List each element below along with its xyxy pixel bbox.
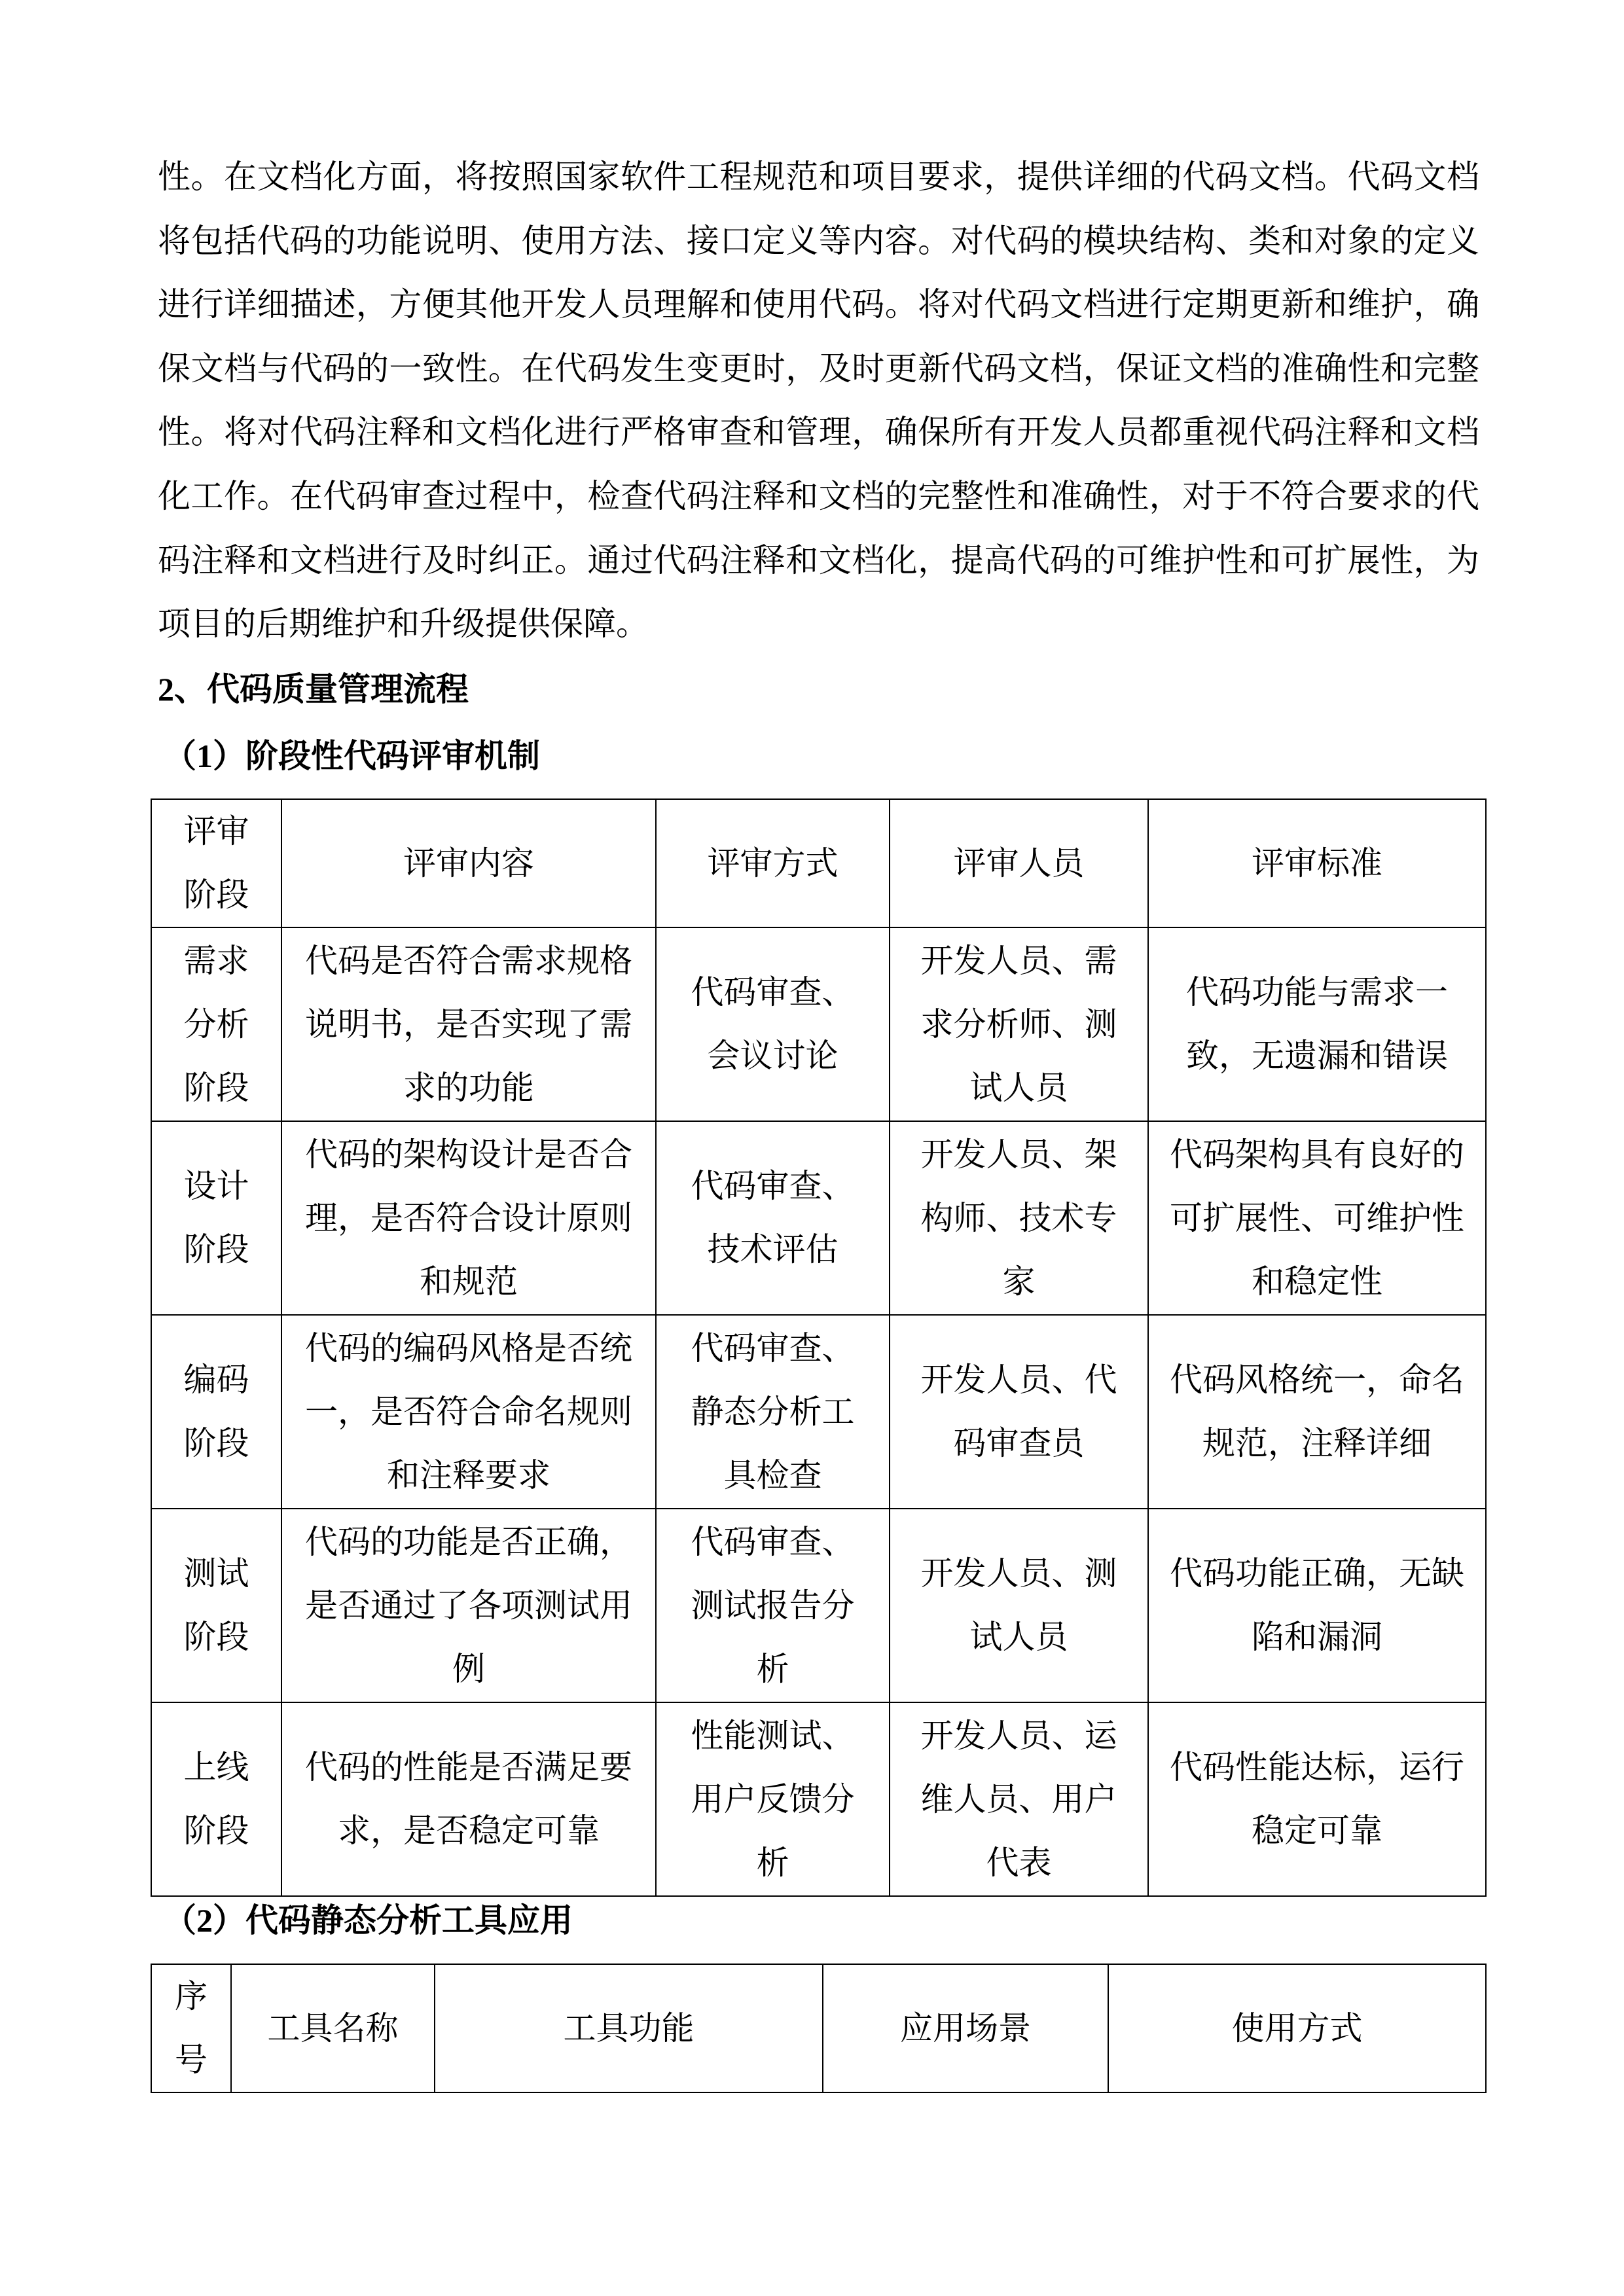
table-header-row [151, 1964, 1486, 2092]
table-cell: 上线阶段 [151, 1702, 281, 1896]
header-cell: 评审标准 [1148, 799, 1486, 927]
table-cell: 测试阶段 [151, 1509, 281, 1702]
paragraph-line: 性。将对代码注释和文档化进行严格审查和管理，确保所有开发人员都重视代码注释和文档 [158, 414, 1479, 451]
subsection-heading-review: （1）阶段性代码评审机制 [164, 738, 540, 774]
table-cell: 代码的编码风格是否统一，是否符合命名规则和注释要求 [281, 1315, 656, 1509]
paragraph-line: 项目的后期维护和升级提供保障。 [158, 605, 649, 643]
subsection-heading-tools: （2）代码静态分析工具应用 [164, 1902, 573, 1939]
table-cell: 代码审查、技术评估 [656, 1121, 890, 1315]
paragraph-line: 将包括代码的功能说明、使用方法、接口定义等内容。对代码的模块结构、类和对象的定义 [158, 222, 1479, 259]
paragraph-line: 性。在文档化方面，将按照国家软件工程规范和项目要求，提供详细的代码文档。代码文档 [158, 158, 1479, 195]
table-row [151, 1702, 1486, 1896]
header-cell: 应用场景 [823, 1964, 1108, 2092]
table-cell: 设计阶段 [151, 1121, 281, 1315]
table-cell: 开发人员、代码审查员 [890, 1315, 1148, 1509]
table-row [151, 1121, 1486, 1315]
table-cell: 代码架构具有良好的可扩展性、可维护性和稳定性 [1148, 1121, 1486, 1315]
table-row [151, 927, 1486, 1121]
header-cell: 使用方式 [1108, 1964, 1486, 2092]
table-cell: 代码风格统一，命名规范，注释详细 [1148, 1315, 1486, 1509]
table-cell: 编码阶段 [151, 1315, 281, 1509]
table-cell: 开发人员、架构师、技术专家 [890, 1121, 1148, 1315]
table-cell: 代码的性能是否满足要求，是否稳定可靠 [281, 1702, 656, 1896]
table-cell: 代码审查、会议讨论 [656, 927, 890, 1121]
header-cell: 工具功能 [435, 1964, 823, 2092]
table-cell: 需求分析阶段 [151, 927, 281, 1121]
paragraph-line: 码注释和文档进行及时纠正。通过代码注释和文档化，提高代码的可维护性和可扩展性，为 [158, 541, 1479, 579]
table-cell: 代码的功能是否正确，是否通过了各项测试用例 [281, 1509, 656, 1702]
table-cell: 代码审查、静态分析工具检查 [656, 1315, 890, 1509]
review-table [151, 798, 1487, 1897]
table-row [151, 1315, 1486, 1509]
table-cell: 开发人员、需求分析师、测试人员 [890, 927, 1148, 1121]
paragraph-line: 进行详细描述，方便其他开发人员理解和使用代码。将对代码文档进行定期更新和维护，确 [158, 286, 1479, 323]
table-cell: 代码功能正确，无缺陷和漏洞 [1148, 1509, 1486, 1702]
header-cell: 序号 [151, 1964, 231, 2092]
table-cell: 代码的架构设计是否合理，是否符合设计原则和规范 [281, 1121, 656, 1315]
paragraph-line: 化工作。在代码审查过程中，检查代码注释和文档的完整性和准确性，对于不符合要求的代 [158, 477, 1479, 514]
table-cell: 代码性能达标，运行稳定可靠 [1148, 1702, 1486, 1896]
body-paragraph [158, 145, 1479, 656]
table-cell: 代码审查、测试报告分析 [656, 1509, 890, 1702]
table-cell: 开发人员、运维人员、用户代表 [890, 1702, 1148, 1896]
header-cell: 评审阶段 [151, 799, 281, 927]
header-cell: 评审内容 [281, 799, 656, 927]
table-cell: 代码功能与需求一致，无遗漏和错误 [1148, 927, 1486, 1121]
table-header-row [151, 799, 1486, 927]
header-cell: 工具名称 [231, 1964, 435, 2092]
header-cell: 评审方式 [656, 799, 890, 927]
table-cell: 代码是否符合需求规格说明书，是否实现了需求的功能 [281, 927, 656, 1121]
paragraph-line: 保文档与代码的一致性。在代码发生变更时，及时更新代码文档，保证文档的准确性和完整 [158, 350, 1479, 387]
table-cell: 开发人员、测试人员 [890, 1509, 1148, 1702]
section-heading: 2、代码质量管理流程 [158, 671, 469, 708]
tools-table [151, 1964, 1487, 2093]
table-cell: 性能测试、用户反馈分析 [656, 1702, 890, 1896]
header-cell: 评审人员 [890, 799, 1148, 927]
table-row [151, 1509, 1486, 1702]
